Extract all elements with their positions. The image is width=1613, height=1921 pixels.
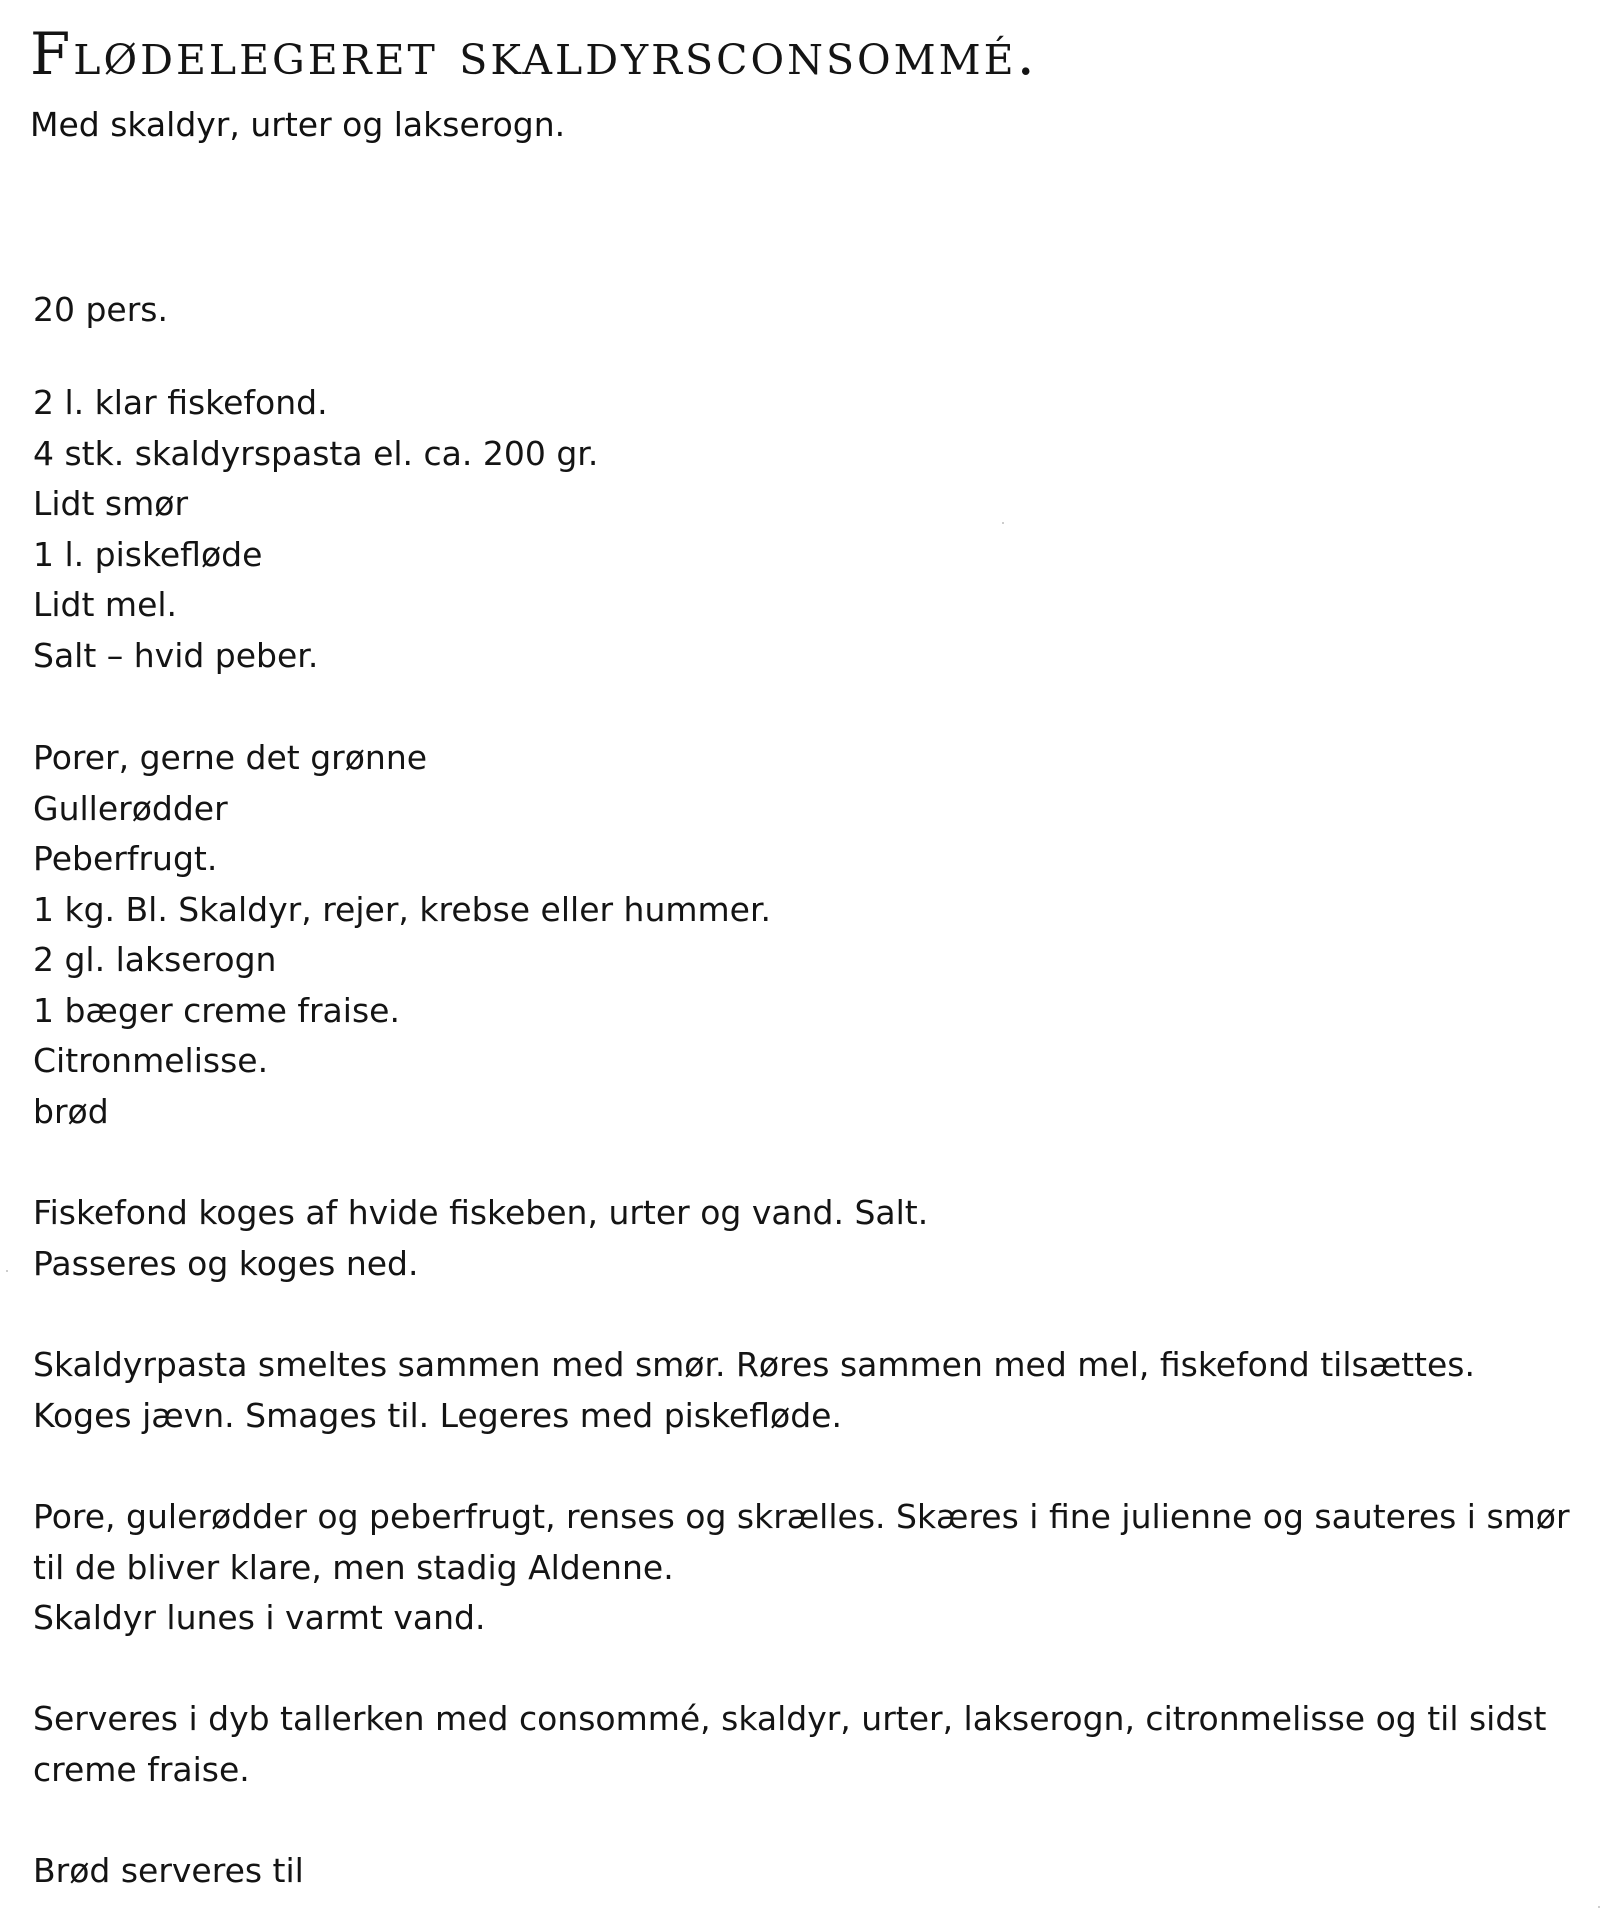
method-line: til de bliver klare, men stadig Aldenne. xyxy=(33,1547,674,1587)
method-line: Passeres og koges ned. xyxy=(33,1243,419,1283)
method-step-bread xyxy=(33,1846,304,1897)
method-step-vegetables xyxy=(33,1492,1570,1644)
scan-speck xyxy=(1002,522,1004,524)
ingredient-list-garnish xyxy=(33,733,771,1137)
scan-speck xyxy=(6,1270,8,1272)
ingredient-line: Lidt mel. xyxy=(33,585,178,624)
ingredient-line: 1 bæger creme fraise. xyxy=(33,990,400,1030)
ingredient-line: 1 kg. Bl. Skaldyr, rejer, krebse eller hummer. xyxy=(33,889,772,929)
ingredient-line: Peberfrugt. xyxy=(33,839,218,878)
servings-text: 20 pers. xyxy=(33,290,168,329)
ingredient-line: Gullerødder xyxy=(33,788,228,828)
recipe-title: Flødelegeret skaldyrsconsommé. xyxy=(30,20,1038,88)
ingredient-line: 4 stk. skaldyrspasta el. ca. 200 gr. xyxy=(33,433,599,473)
ingredient-line: 2 l. klar fiskefond. xyxy=(33,383,328,422)
method-line: Skaldyr lunes i varmt vand. xyxy=(33,1598,486,1637)
method-line: Koges jævn. Smages til. Legeres med piskefløde. xyxy=(33,1395,842,1435)
method-line: creme fraise. xyxy=(33,1749,250,1789)
ingredient-line: 2 gl. lakserogn xyxy=(33,940,277,979)
recipe-subtitle: Med skaldyr, urter og lakserogn. xyxy=(30,105,566,144)
method-step-soup xyxy=(33,1340,1475,1441)
scan-speck xyxy=(1598,1906,1600,1908)
servings xyxy=(33,285,168,336)
ingredient-line: 1 l. piskefløde xyxy=(33,534,263,574)
method-line: Fiskefond koges af hvide fiskeben, urter og vand. Salt. xyxy=(33,1193,929,1232)
ingredient-line: Lidt smør xyxy=(33,484,189,523)
ingredient-line: Citronmelisse. xyxy=(33,1041,269,1080)
method-step-fond xyxy=(33,1188,928,1289)
method-step-serving xyxy=(33,1694,1546,1795)
method-line: Pore, gulerødder og peberfrugt, renses og skrælles. Skæres i fine julienne og sauteres i smør xyxy=(33,1497,1570,1536)
method-line: Skaldyrpasta smeltes sammen med smør. Røres sammen med mel, fiskefond tilsættes. xyxy=(33,1345,1475,1384)
ingredient-list-base xyxy=(33,378,598,681)
ingredient-line: brød xyxy=(33,1091,109,1131)
method-line: Brød serveres til xyxy=(33,1851,304,1890)
ingredient-line: Porer, gerne det grønne xyxy=(33,738,428,777)
method-line: Serveres i dyb tallerken med consommé, skaldyr, urter, lakserogn, citronmelisse og til sidst xyxy=(33,1699,1547,1738)
ingredient-line: Salt – hvid peber. xyxy=(33,635,319,675)
